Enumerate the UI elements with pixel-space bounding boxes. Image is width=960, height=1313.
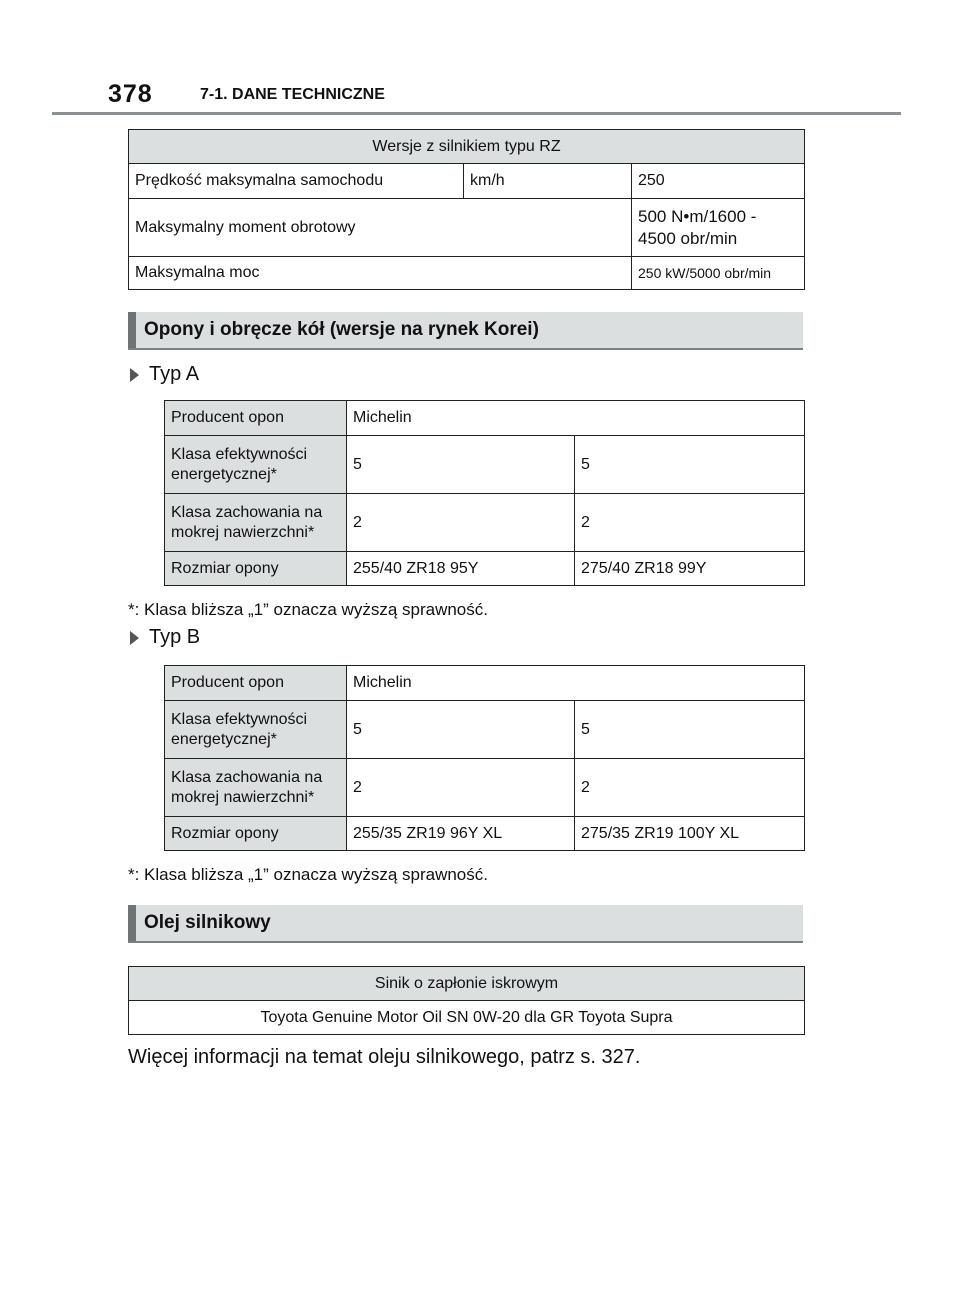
spec-unit: km/h (464, 164, 632, 199)
type-b-heading (130, 626, 200, 649)
tires-section-heading (128, 312, 803, 350)
table-row (129, 164, 805, 199)
section-bar (128, 905, 136, 941)
tire-value: 275/40 ZR18 99Y (575, 552, 805, 586)
tire-label: Producent opon (165, 401, 347, 436)
page-number: 378 (108, 80, 153, 108)
table-row (129, 199, 805, 257)
tire-value: 255/40 ZR18 95Y (347, 552, 575, 586)
type-b-table (164, 665, 805, 851)
type-b-label: Typ B (149, 626, 201, 648)
chapter-title: 7-1. DANE TECHNICZNE (200, 86, 385, 103)
section-bar (128, 312, 136, 348)
tires-section-title: Opony i obręcze kół (wersje na rynek Korei) (144, 319, 539, 340)
tire-value: 255/35 ZR19 96Y XL (347, 817, 575, 851)
spec-label: Maksymalna moc (129, 257, 632, 290)
tire-label: Rozmiar opony (165, 552, 347, 586)
tire-label: Klasa zachowania na mokrej nawierzchni* (165, 494, 347, 552)
spec-value: 250 kW/5000 obr/min (632, 257, 805, 290)
tire-label: Rozmiar opony (165, 817, 347, 851)
oil-info-paragraph: Więcej informacji na temat oleju silnikowego, patrz s. 327. (128, 1046, 641, 1068)
table-row (129, 1001, 805, 1035)
tire-value: 5 (347, 701, 575, 759)
tire-value: 2 (575, 759, 805, 817)
spec-value: 500 N•m/1600 - 4500 obr/min (632, 199, 805, 257)
type-a-table (164, 400, 805, 586)
table-row (165, 552, 805, 586)
spec-label: Prędkość maksymalna samochodu (129, 164, 464, 199)
tire-label: Producent opon (165, 666, 347, 701)
oil-section-heading (128, 905, 803, 943)
tire-value: 2 (347, 759, 575, 817)
engine-spec-table (128, 129, 805, 290)
spec-value: 250 (632, 164, 805, 199)
spec-label: Maksymalny moment obrotowy (129, 199, 632, 257)
table-row (129, 257, 805, 290)
table-row (165, 401, 805, 436)
tire-label: Klasa efektywności energetycznej* (165, 436, 347, 494)
tire-value: Michelin (347, 401, 805, 436)
tire-value: 275/35 ZR19 100Y XL (575, 817, 805, 851)
table-row (165, 436, 805, 494)
tire-value: 5 (575, 701, 805, 759)
table-row (165, 817, 805, 851)
oil-table-header: Sinik o zapłonie iskrowym (129, 967, 805, 1001)
tire-label: Klasa efektywności energetycznej* (165, 701, 347, 759)
engine-table-title: Wersje z silnikiem typu RZ (129, 130, 805, 164)
table-row (165, 666, 805, 701)
type-a-heading (130, 363, 199, 386)
page-header (108, 80, 908, 114)
tire-value: Michelin (347, 666, 805, 701)
tire-value: 5 (575, 436, 805, 494)
oil-section-title: Olej silnikowy (144, 912, 271, 933)
table-row (165, 759, 805, 817)
table-row (165, 701, 805, 759)
type-b-footnote: *: Klasa bliższa „1” oznacza wyższą sprawność. (128, 865, 488, 884)
oil-table-value: Toyota Genuine Motor Oil SN 0W-20 dla GR Toyota Supra (129, 1001, 805, 1035)
triangle-bullet-icon (130, 631, 139, 645)
tire-value: 2 (575, 494, 805, 552)
triangle-bullet-icon (130, 368, 139, 382)
tire-label: Klasa zachowania na mokrej nawierzchni* (165, 759, 347, 817)
tire-value: 5 (347, 436, 575, 494)
type-a-label: Typ A (149, 363, 200, 385)
type-a-footnote: *: Klasa bliższa „1” oznacza wyższą sprawność. (128, 600, 488, 619)
header-rule (52, 112, 901, 115)
tire-value: 2 (347, 494, 575, 552)
oil-table (128, 966, 805, 1035)
table-row (165, 494, 805, 552)
